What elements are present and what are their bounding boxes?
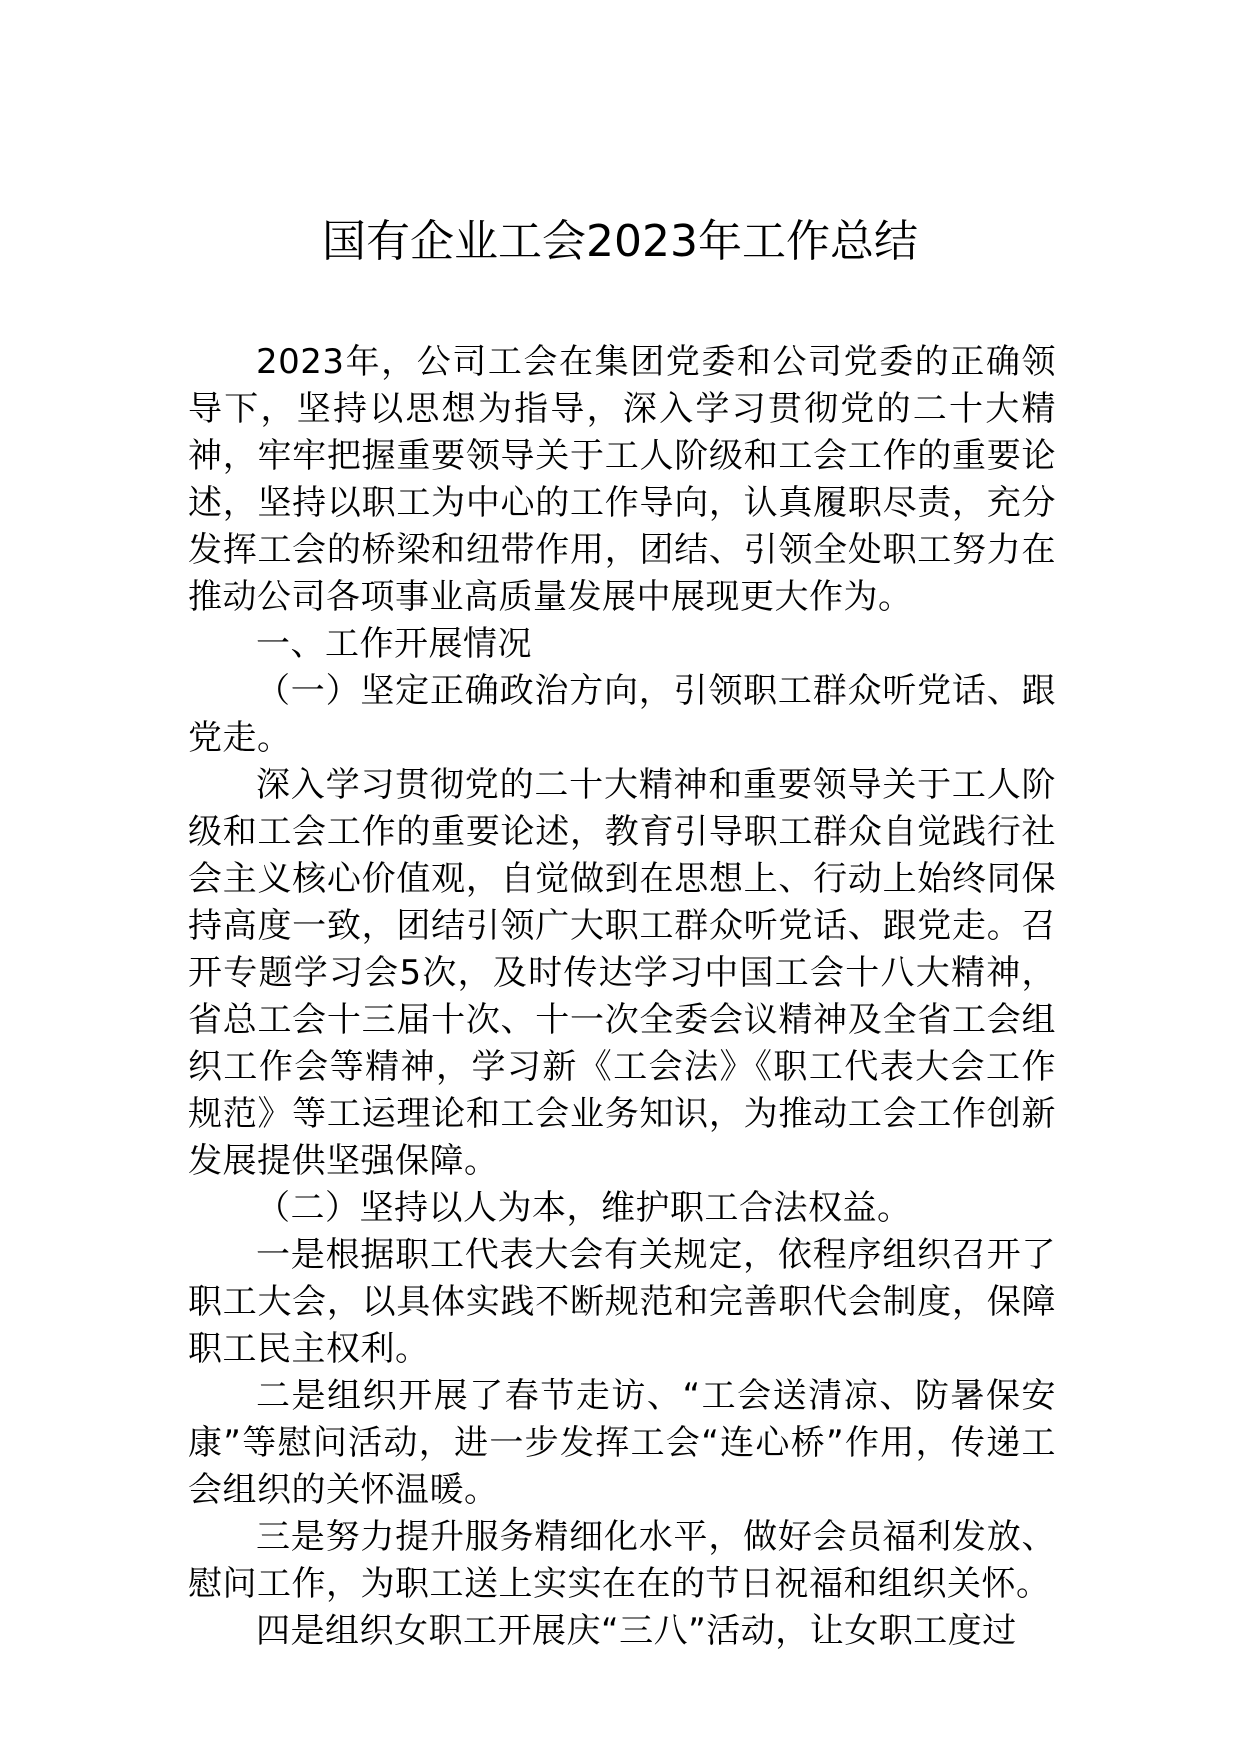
- body-paragraph: 二是组织开展了春节走访、“工会送清凉、防暑保安康”等慰问活动，进一步发挥工会“连心桥”作用，传递工会组织的关怀温暖。: [188, 1376, 1056, 1510]
- body-paragraph: 三是努力提升服务精细化水平，做好会员福利发放、慰问工作，为职工送上实实在在的节日祝福和组织关怀。: [188, 1517, 1056, 1604]
- subsection-heading-2: （二）坚持以人为本，维护职工合法权益。: [256, 1188, 912, 1228]
- section-heading-1: 一、工作开展情况: [256, 624, 532, 664]
- body-paragraph: 深入学习贯彻党的二十大精神和重要领导关于工人阶级和工会工作的重要论述，教育引导职工群众自觉践行社会主义核心价值观，自觉做到在思想上、行动上始终同保持高度一致，团结引领广大职工群众听党话、跟党走。召开专题学习会5次，及时传达学习中国工会十八大精神，省总工会十三届十次、十一次全委会议精神及全省工会组织工作会等精神，学习新《工会法》《职工代表大会工作规范》等工运理论和工会业务知识，为推动工会工作创新发展提供坚强保障。: [188, 765, 1056, 1181]
- body-paragraph: 四是组织女职工开展庆“三八”活动，让女职工度过: [256, 1611, 1017, 1651]
- intro-paragraph: 2023年，公司工会在集团党委和公司党委的正确领导下，坚持以思想为指导，深入学习贯彻党的二十大精神，牢牢把握重要领导关于工人阶级和工会工作的重要论述，坚持以职工为中心的工作导向，认真履职尽责，充分发挥工会的桥梁和纽带作用，团结、引领全处职工努力在推动公司各项事业高质量发展中展现更大作为。: [188, 342, 1056, 617]
- body-paragraph: 一是根据职工代表大会有关规定，依程序组织召开了职工大会，以具体实践不断规范和完善职代会制度，保障职工民主权利。: [188, 1235, 1056, 1369]
- subsection-heading-1: （一）坚定正确政治方向，引领职工群众听党话、跟党走。: [188, 671, 1056, 758]
- document-body: [188, 339, 1056, 1655]
- document-title: 国有企业工会2023年工作总结: [322, 216, 918, 267]
